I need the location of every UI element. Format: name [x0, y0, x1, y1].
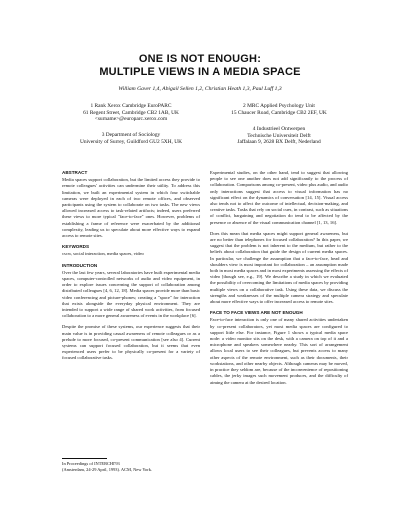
- paper-title: [0, 53, 400, 79]
- affiliation-line: 2 MRC Applied Psychology Unit: [243, 103, 315, 109]
- affiliation-line: 15 Chaucer Road, Cambridge CB2 2EF, UK: [231, 109, 327, 116]
- affiliation-line: 3 Department of Sociology: [101, 132, 161, 138]
- affiliation-line: Technische Universiteit Delft: [247, 132, 311, 139]
- affiliation-europarc: [62, 103, 200, 123]
- author-list: William Gaver 1,4, Abigail Sellen 1,2, Christian Heath 1,3, Paul Luff 1,3: [118, 86, 282, 92]
- affiliation-delft: [210, 126, 348, 146]
- affiliation-line: 4 Industrieel Ontwerpen: [252, 126, 306, 132]
- abstract-text: Media spaces support collaboration, but the limited access they provide to remote colleagues' activities can undermine their utility. To address this limitation, we built an experimental system in which four switchable cameras were deployed in each of two remote offices, and observed participants using the system to collaborate on two tasks. The new views allowed increased access to task-related artifacts; indeed, users preferred these views to more typical "face-to-face" ones. However, problems of establishing a frame of reference were exacerbated by the additional complexity, leading us to speculate about more effective ways to expand access to remote sites.: [62, 177, 200, 239]
- affiliation-line: University of Surrey, Guildford GU2 5XH, UK: [79, 138, 183, 145]
- affiliation-line: Jaffalaan 9, 2628 BX Delft, Nederland: [237, 139, 321, 146]
- affiliation-line: 1 Rank Xerox Cambridge EuroPARC: [90, 103, 172, 109]
- abstract-heading: ABSTRACT: [62, 170, 88, 175]
- introduction-paragraph-1: Over the last few years, several laboratories have built experimental media spaces, computer-controlled networks of audio and video equipment, in order to explore issues concerning the support of collaboration among distributed colleagues [4, 6, 12, 18]. Media spaces provide more than basic video conferencing and picture-phones; creating a "space" for interaction that exists alongside the everyday physical environment. They are intended to support a wide range of shared work activities, from focused collaboration to a more general awareness of events in the workplace [6].: [62, 269, 200, 319]
- footnote-divider: [62, 458, 107, 459]
- introduction-paragraph-2: Despite the promise of these systems, our experience suggests that their main value is in providing casual awareness of remote colleagues or as a prelude to more focused, co-present communication [see also 4]. Current systems can support focused collaboration, but it seems that even experienced users prefer to be physically co-present for a variety of focused collaborative tasks.: [62, 324, 200, 361]
- affiliation-mrc: [210, 103, 348, 116]
- body-paragraph-1: Experimental studies, on the other hand, tend to suggest that allowing people to see one another does not add significantly to the process of collaboration. Comparisons among co-present, video plus audio, and audio only interactions suggest that access to visual information has no significant effect on the dynamics of conversation [14, 15]. Visual access also tends not to affect the outcome of intellectual, decision-making, and creative tasks. Tasks that rely on social cues, in contrast, such as situations of conflict, bargaining and negotiation do tend to be affected by the presence or absence of the visual communication channel [1, 13, 16].: [210, 170, 348, 225]
- affiliation-surrey: [62, 132, 200, 145]
- title-line-2: MULTIPLE VIEWS IN A MEDIA SPACE: [99, 66, 301, 78]
- affiliation-line: 61 Regent Street, Cambridge CB2 1AB, UK: [83, 109, 179, 116]
- keywords-text: cscw, social interaction, media spaces, video: [62, 251, 144, 257]
- section-heading-face-to-face: FACE TO FACE VIEWS ARE NOT ENOUGH: [210, 310, 303, 316]
- title-line-1: ONE IS NOT ENOUGH:: [138, 53, 262, 65]
- footnote-line-1: In Proceedings of INTERCHI'93: [62, 461, 120, 466]
- footnote: [62, 461, 200, 473]
- right-column: [210, 170, 348, 391]
- body-paragraph-2: Does this mean that media spaces might support general awareness, but are no better than telephones for focused collaboration? In this paper, we suggest that the problem is not inherent to the medium, but rather to the beliefs about collaboration that guide the design of current media spaces. In particular, we challenge the assumption that a face-to-face, head and shoulders view is most important for collaboration – an assumption made both in most media spaces and in most experiments assessing the effects of video [though see, e.g., 19]. We describe a study in which we evaluated the possibility of overcoming the limitations of media spaces by providing multiple views on a collaborative task. Using these data, we discuss the strengths and weaknesses of the multiple camera strategy and speculate about more effective ways to offer increased access to remote sites.: [210, 230, 348, 305]
- keywords-heading: KEYWORDS: [62, 244, 90, 250]
- left-column: [62, 170, 200, 367]
- footnote-line-2: (Amsterdam, 24-29 April, 1993). ACM, New York.: [62, 467, 153, 472]
- affiliation-line: <surname>@europarc.xerox.com: [94, 116, 168, 123]
- introduction-heading: INTRODUCTION: [62, 262, 98, 268]
- body-paragraph-3: Face-to-face interaction is only one of many shared activities undertaken by co-present collaborators, yet most media spaces are configured to support little else. For instance, Figure 1 shows a typical media space node: a video monitor sits on the desk, with a camera on top of it and a microphone and speakers somewhere nearby. This sort of arrangement allows local users to see their colleagues, but prevents access to many other aspects of the remote environment, such as their documents, their workstations, and other nearby objects. Although cameras may be moved, in practice they seldom are, because of the inconvenience of repositioning cables, the jerky images such movement produces, and the difficulty of aiming the camera at the desired location.: [210, 317, 348, 385]
